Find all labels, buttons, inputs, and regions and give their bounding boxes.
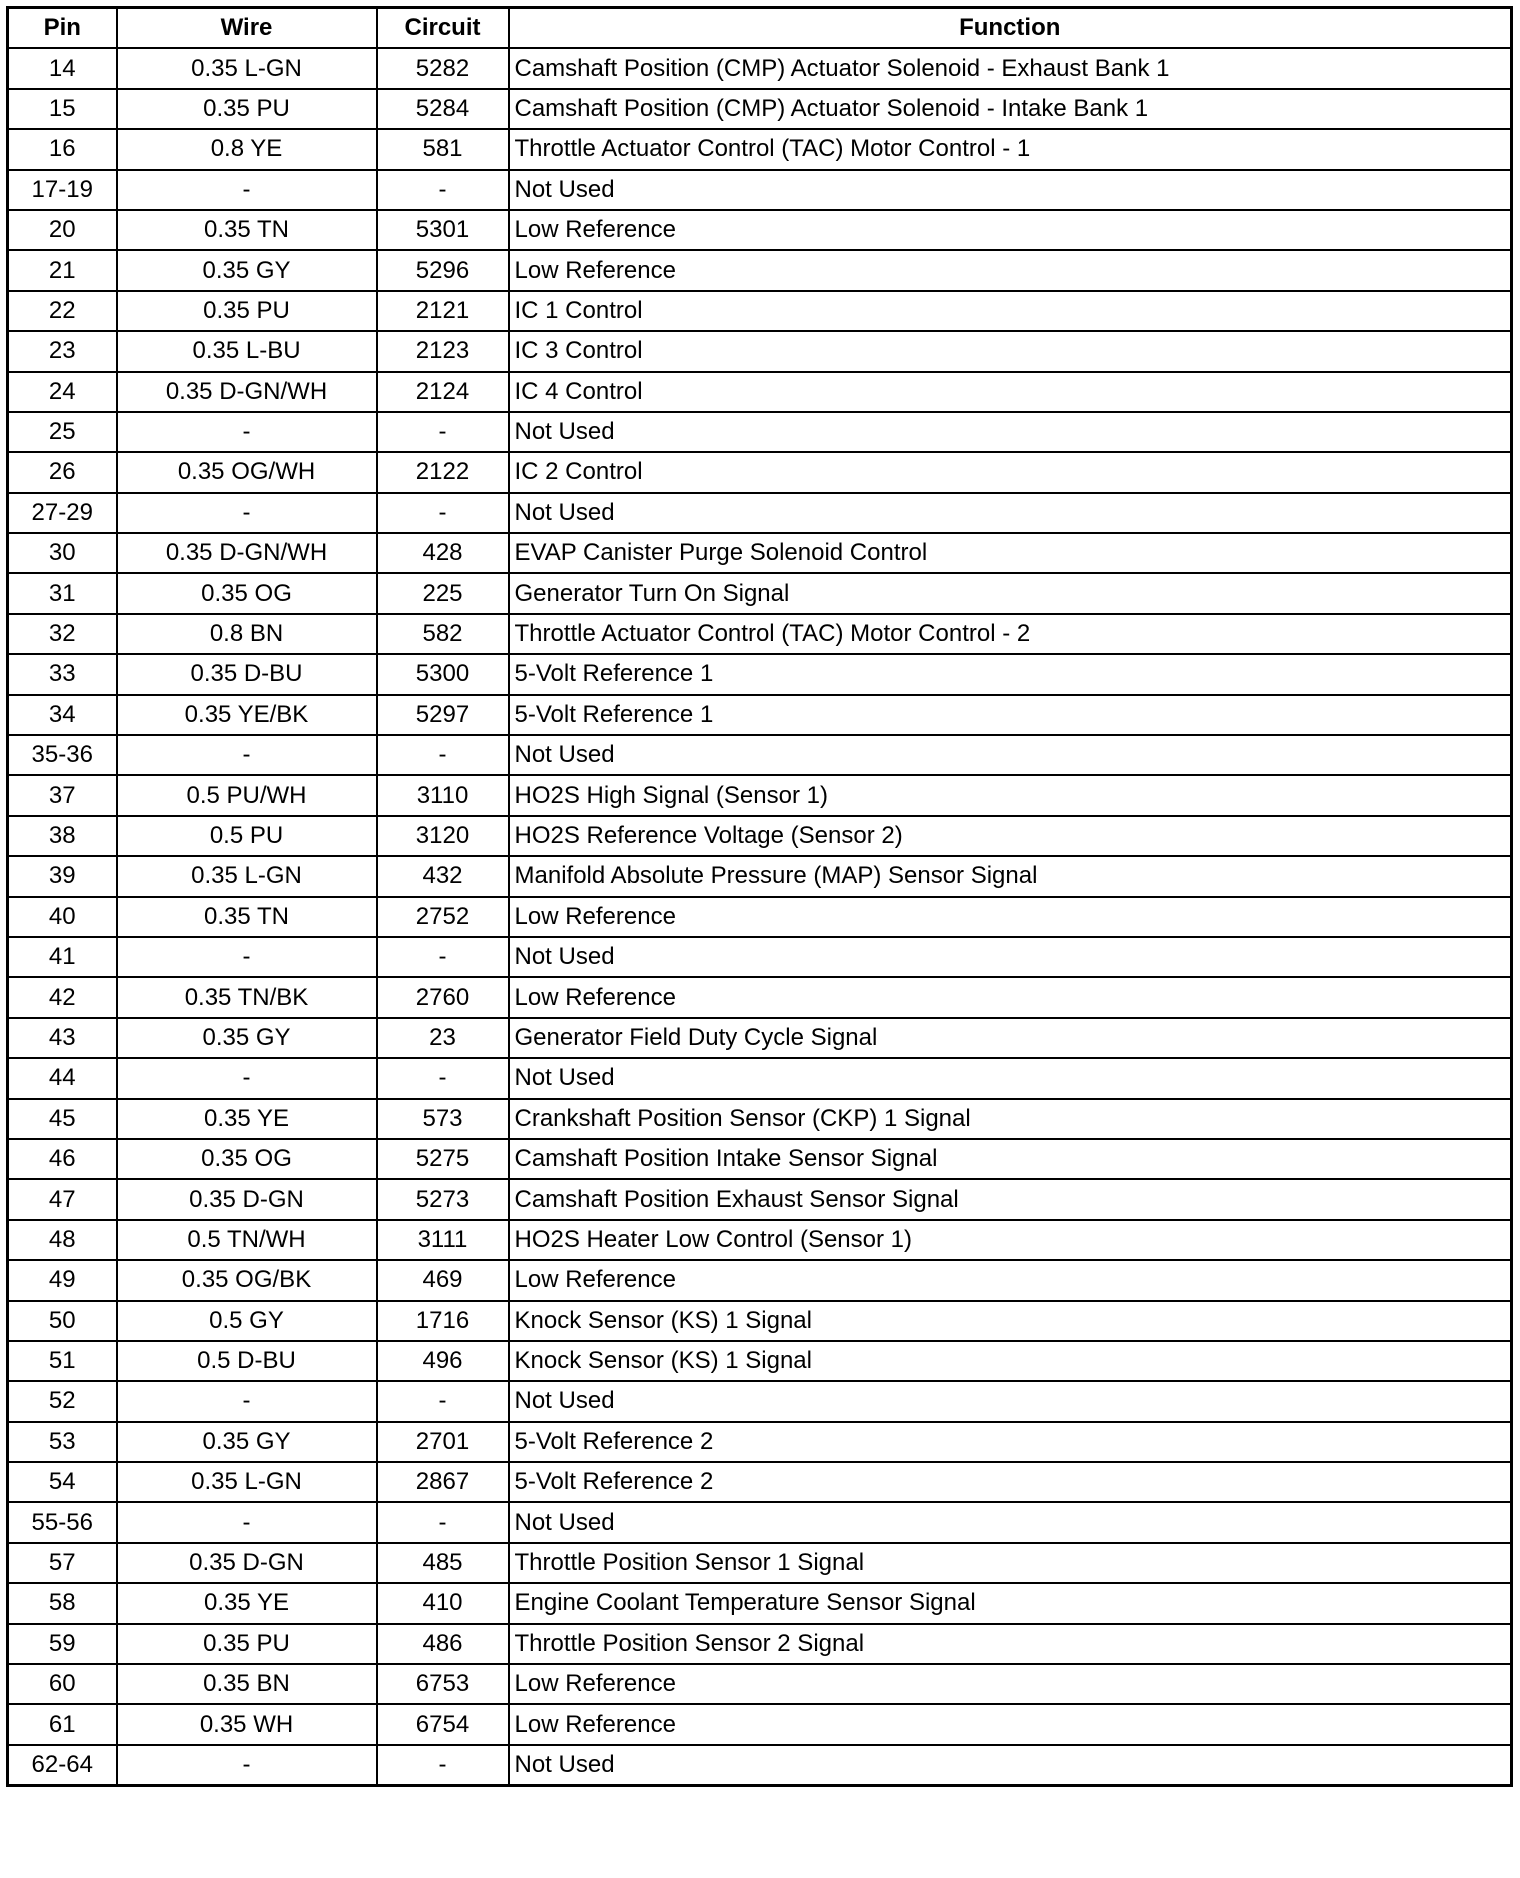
cell-wire: 0.35 TN/BK <box>117 977 377 1017</box>
cell-circuit: - <box>377 1502 509 1542</box>
cell-wire: 0.35 TN <box>117 210 377 250</box>
table-row <box>8 1301 1512 1341</box>
cell-wire: 0.35 PU <box>117 89 377 129</box>
cell-wire: - <box>117 493 377 533</box>
cell-wire: 0.35 YE/BK <box>117 695 377 735</box>
table-row <box>8 1624 1512 1664</box>
cell-wire: - <box>117 170 377 210</box>
cell-function: Low Reference <box>509 1704 1512 1744</box>
cell-circuit: 486 <box>377 1624 509 1664</box>
cell-wire: 0.8 BN <box>117 614 377 654</box>
cell-pin: 54 <box>8 1462 117 1502</box>
table-row <box>8 1704 1512 1744</box>
cell-function: Not Used <box>509 735 1512 775</box>
cell-pin: 49 <box>8 1260 117 1300</box>
cell-pin: 60 <box>8 1664 117 1704</box>
cell-wire: 0.35 GY <box>117 250 377 290</box>
cell-pin: 44 <box>8 1058 117 1098</box>
cell-pin: 48 <box>8 1220 117 1260</box>
cell-pin: 59 <box>8 1624 117 1664</box>
cell-wire: 0.35 PU <box>117 1624 377 1664</box>
table-row <box>8 1139 1512 1179</box>
cell-circuit: 2867 <box>377 1462 509 1502</box>
cell-circuit: 5273 <box>377 1179 509 1219</box>
cell-circuit: - <box>377 937 509 977</box>
cell-function: EVAP Canister Purge Solenoid Control <box>509 533 1512 573</box>
cell-function: Not Used <box>509 493 1512 533</box>
table-row <box>8 775 1512 815</box>
cell-circuit: 2752 <box>377 897 509 937</box>
table-row <box>8 1179 1512 1219</box>
cell-circuit: 582 <box>377 614 509 654</box>
cell-wire: 0.35 OG <box>117 573 377 613</box>
cell-wire: 0.5 GY <box>117 1301 377 1341</box>
cell-circuit: 5282 <box>377 48 509 88</box>
cell-pin: 15 <box>8 89 117 129</box>
cell-function: 5-Volt Reference 1 <box>509 654 1512 694</box>
cell-function: Not Used <box>509 1381 1512 1421</box>
cell-wire: 0.35 OG <box>117 1139 377 1179</box>
cell-pin: 58 <box>8 1583 117 1623</box>
cell-pin: 62-64 <box>8 1745 117 1786</box>
pinout-table-container <box>6 6 1510 1787</box>
table-row <box>8 856 1512 896</box>
cell-function: Throttle Actuator Control (TAC) Motor Control - 1 <box>509 129 1512 169</box>
cell-wire: - <box>117 735 377 775</box>
cell-pin: 34 <box>8 695 117 735</box>
cell-circuit: 581 <box>377 129 509 169</box>
cell-pin: 43 <box>8 1018 117 1058</box>
table-body <box>8 48 1512 1785</box>
cell-function: Not Used <box>509 170 1512 210</box>
cell-function: Knock Sensor (KS) 1 Signal <box>509 1341 1512 1381</box>
cell-wire: - <box>117 412 377 452</box>
cell-function: IC 4 Control <box>509 372 1512 412</box>
cell-pin: 24 <box>8 372 117 412</box>
header-function: Function <box>509 8 1512 49</box>
cell-function: 5-Volt Reference 2 <box>509 1422 1512 1462</box>
cell-circuit: 2122 <box>377 452 509 492</box>
cell-wire: 0.35 D-GN <box>117 1179 377 1219</box>
table-row <box>8 654 1512 694</box>
cell-pin: 17-19 <box>8 170 117 210</box>
cell-pin: 39 <box>8 856 117 896</box>
cell-circuit: 573 <box>377 1099 509 1139</box>
cell-pin: 46 <box>8 1139 117 1179</box>
cell-function: Engine Coolant Temperature Sensor Signal <box>509 1583 1512 1623</box>
cell-circuit: 432 <box>377 856 509 896</box>
cell-wire: 0.35 YE <box>117 1099 377 1139</box>
table-row <box>8 533 1512 573</box>
table-row <box>8 735 1512 775</box>
table-row <box>8 614 1512 654</box>
cell-function: Generator Field Duty Cycle Signal <box>509 1018 1512 1058</box>
cell-wire: 0.5 D-BU <box>117 1341 377 1381</box>
cell-function: Not Used <box>509 1058 1512 1098</box>
cell-function: Not Used <box>509 1745 1512 1786</box>
cell-circuit: - <box>377 412 509 452</box>
cell-wire: - <box>117 1058 377 1098</box>
table-row <box>8 897 1512 937</box>
cell-wire: 0.35 YE <box>117 1583 377 1623</box>
cell-wire: 0.35 D-GN/WH <box>117 372 377 412</box>
cell-function: 5-Volt Reference 1 <box>509 695 1512 735</box>
table-header <box>8 8 1512 49</box>
cell-wire: 0.35 OG/WH <box>117 452 377 492</box>
table-row <box>8 1381 1512 1421</box>
cell-function: Throttle Position Sensor 2 Signal <box>509 1624 1512 1664</box>
cell-function: Camshaft Position Intake Sensor Signal <box>509 1139 1512 1179</box>
cell-wire: 0.35 GY <box>117 1422 377 1462</box>
cell-function: Not Used <box>509 1502 1512 1542</box>
cell-circuit: - <box>377 493 509 533</box>
cell-circuit: 2123 <box>377 331 509 371</box>
cell-wire: 0.5 PU/WH <box>117 775 377 815</box>
table-row <box>8 250 1512 290</box>
table-row <box>8 695 1512 735</box>
cell-wire: 0.8 YE <box>117 129 377 169</box>
cell-function: Camshaft Position (CMP) Actuator Solenoid - Intake Bank 1 <box>509 89 1512 129</box>
cell-wire: 0.35 L-GN <box>117 1462 377 1502</box>
cell-function: Throttle Actuator Control (TAC) Motor Control - 2 <box>509 614 1512 654</box>
cell-pin: 55-56 <box>8 1502 117 1542</box>
cell-pin: 30 <box>8 533 117 573</box>
cell-pin: 25 <box>8 412 117 452</box>
cell-wire: 0.35 D-GN/WH <box>117 533 377 573</box>
cell-function: HO2S Heater Low Control (Sensor 1) <box>509 1220 1512 1260</box>
cell-pin: 22 <box>8 291 117 331</box>
cell-pin: 42 <box>8 977 117 1017</box>
table-row <box>8 412 1512 452</box>
cell-wire: 0.35 L-BU <box>117 331 377 371</box>
cell-circuit: 410 <box>377 1583 509 1623</box>
cell-circuit: 1716 <box>377 1301 509 1341</box>
table-row <box>8 1543 1512 1583</box>
header-wire: Wire <box>117 8 377 49</box>
cell-pin: 14 <box>8 48 117 88</box>
cell-function: Not Used <box>509 412 1512 452</box>
cell-function: Generator Turn On Signal <box>509 573 1512 613</box>
cell-circuit: 469 <box>377 1260 509 1300</box>
cell-circuit: 496 <box>377 1341 509 1381</box>
cell-pin: 41 <box>8 937 117 977</box>
cell-circuit: 3111 <box>377 1220 509 1260</box>
cell-function: Low Reference <box>509 1664 1512 1704</box>
cell-function: 5-Volt Reference 2 <box>509 1462 1512 1502</box>
cell-circuit: 5284 <box>377 89 509 129</box>
cell-circuit: 5297 <box>377 695 509 735</box>
cell-circuit: 3120 <box>377 816 509 856</box>
cell-wire: 0.35 WH <box>117 1704 377 1744</box>
header-circuit: Circuit <box>377 8 509 49</box>
cell-function: Low Reference <box>509 1260 1512 1300</box>
cell-function: Low Reference <box>509 977 1512 1017</box>
cell-pin: 32 <box>8 614 117 654</box>
cell-circuit: - <box>377 170 509 210</box>
cell-pin: 35-36 <box>8 735 117 775</box>
cell-pin: 21 <box>8 250 117 290</box>
cell-function: IC 3 Control <box>509 331 1512 371</box>
cell-function: Throttle Position Sensor 1 Signal <box>509 1543 1512 1583</box>
cell-function: Manifold Absolute Pressure (MAP) Sensor Signal <box>509 856 1512 896</box>
cell-pin: 20 <box>8 210 117 250</box>
cell-wire: 0.35 GY <box>117 1018 377 1058</box>
table-row <box>8 331 1512 371</box>
cell-pin: 57 <box>8 1543 117 1583</box>
cell-circuit: 3110 <box>377 775 509 815</box>
cell-wire: - <box>117 937 377 977</box>
cell-function: HO2S Reference Voltage (Sensor 2) <box>509 816 1512 856</box>
cell-circuit: - <box>377 735 509 775</box>
cell-pin: 33 <box>8 654 117 694</box>
cell-circuit: 5275 <box>377 1139 509 1179</box>
table-row <box>8 816 1512 856</box>
cell-function: Crankshaft Position Sensor (CKP) 1 Signal <box>509 1099 1512 1139</box>
cell-circuit: 2121 <box>377 291 509 331</box>
table-row <box>8 1018 1512 1058</box>
cell-circuit: 428 <box>377 533 509 573</box>
cell-wire: 0.35 L-GN <box>117 48 377 88</box>
table-row <box>8 1745 1512 1786</box>
cell-wire: 0.35 D-BU <box>117 654 377 694</box>
cell-wire: 0.35 L-GN <box>117 856 377 896</box>
cell-circuit: 5300 <box>377 654 509 694</box>
table-row <box>8 1341 1512 1381</box>
cell-pin: 31 <box>8 573 117 613</box>
cell-function: Knock Sensor (KS) 1 Signal <box>509 1301 1512 1341</box>
cell-circuit: 6753 <box>377 1664 509 1704</box>
table-row <box>8 1058 1512 1098</box>
cell-pin: 50 <box>8 1301 117 1341</box>
cell-pin: 37 <box>8 775 117 815</box>
cell-function: IC 1 Control <box>509 291 1512 331</box>
table-row <box>8 1664 1512 1704</box>
table-row <box>8 493 1512 533</box>
table-row <box>8 573 1512 613</box>
header-pin: Pin <box>8 8 117 49</box>
cell-pin: 52 <box>8 1381 117 1421</box>
cell-circuit: 23 <box>377 1018 509 1058</box>
table-row <box>8 48 1512 88</box>
table-row <box>8 129 1512 169</box>
table-row <box>8 291 1512 331</box>
cell-wire: 0.35 D-GN <box>117 1543 377 1583</box>
table-row <box>8 1502 1512 1542</box>
cell-circuit: 6754 <box>377 1704 509 1744</box>
cell-pin: 61 <box>8 1704 117 1744</box>
cell-circuit: 485 <box>377 1543 509 1583</box>
table-row <box>8 1260 1512 1300</box>
cell-wire: - <box>117 1381 377 1421</box>
cell-pin: 51 <box>8 1341 117 1381</box>
pinout-table <box>6 6 1513 1787</box>
table-row <box>8 89 1512 129</box>
cell-wire: 0.35 OG/BK <box>117 1260 377 1300</box>
cell-wire: 0.35 TN <box>117 897 377 937</box>
table-row <box>8 372 1512 412</box>
table-row <box>8 170 1512 210</box>
cell-circuit: - <box>377 1745 509 1786</box>
table-row <box>8 937 1512 977</box>
cell-pin: 26 <box>8 452 117 492</box>
cell-function: Low Reference <box>509 210 1512 250</box>
cell-pin: 47 <box>8 1179 117 1219</box>
cell-function: IC 2 Control <box>509 452 1512 492</box>
cell-pin: 45 <box>8 1099 117 1139</box>
cell-circuit: 2760 <box>377 977 509 1017</box>
cell-pin: 38 <box>8 816 117 856</box>
table-row <box>8 977 1512 1017</box>
table-row <box>8 1099 1512 1139</box>
cell-wire: - <box>117 1502 377 1542</box>
cell-function: Low Reference <box>509 897 1512 937</box>
cell-pin: 40 <box>8 897 117 937</box>
cell-circuit: - <box>377 1058 509 1098</box>
cell-function: Not Used <box>509 937 1512 977</box>
table-row <box>8 452 1512 492</box>
table-row <box>8 1583 1512 1623</box>
cell-pin: 27-29 <box>8 493 117 533</box>
cell-circuit: - <box>377 1381 509 1421</box>
cell-wire: 0.5 TN/WH <box>117 1220 377 1260</box>
table-row <box>8 1422 1512 1462</box>
cell-circuit: 5301 <box>377 210 509 250</box>
table-row <box>8 1220 1512 1260</box>
header-row <box>8 8 1512 49</box>
table-row <box>8 1462 1512 1502</box>
cell-circuit: 225 <box>377 573 509 613</box>
cell-circuit: 5296 <box>377 250 509 290</box>
table-row <box>8 210 1512 250</box>
cell-wire: 0.5 PU <box>117 816 377 856</box>
cell-function: HO2S High Signal (Sensor 1) <box>509 775 1512 815</box>
cell-pin: 23 <box>8 331 117 371</box>
cell-circuit: 2124 <box>377 372 509 412</box>
cell-wire: 0.35 PU <box>117 291 377 331</box>
cell-wire: 0.35 BN <box>117 1664 377 1704</box>
cell-function: Camshaft Position (CMP) Actuator Solenoid - Exhaust Bank 1 <box>509 48 1512 88</box>
cell-wire: - <box>117 1745 377 1786</box>
cell-circuit: 2701 <box>377 1422 509 1462</box>
cell-pin: 53 <box>8 1422 117 1462</box>
cell-function: Camshaft Position Exhaust Sensor Signal <box>509 1179 1512 1219</box>
cell-pin: 16 <box>8 129 117 169</box>
cell-function: Low Reference <box>509 250 1512 290</box>
